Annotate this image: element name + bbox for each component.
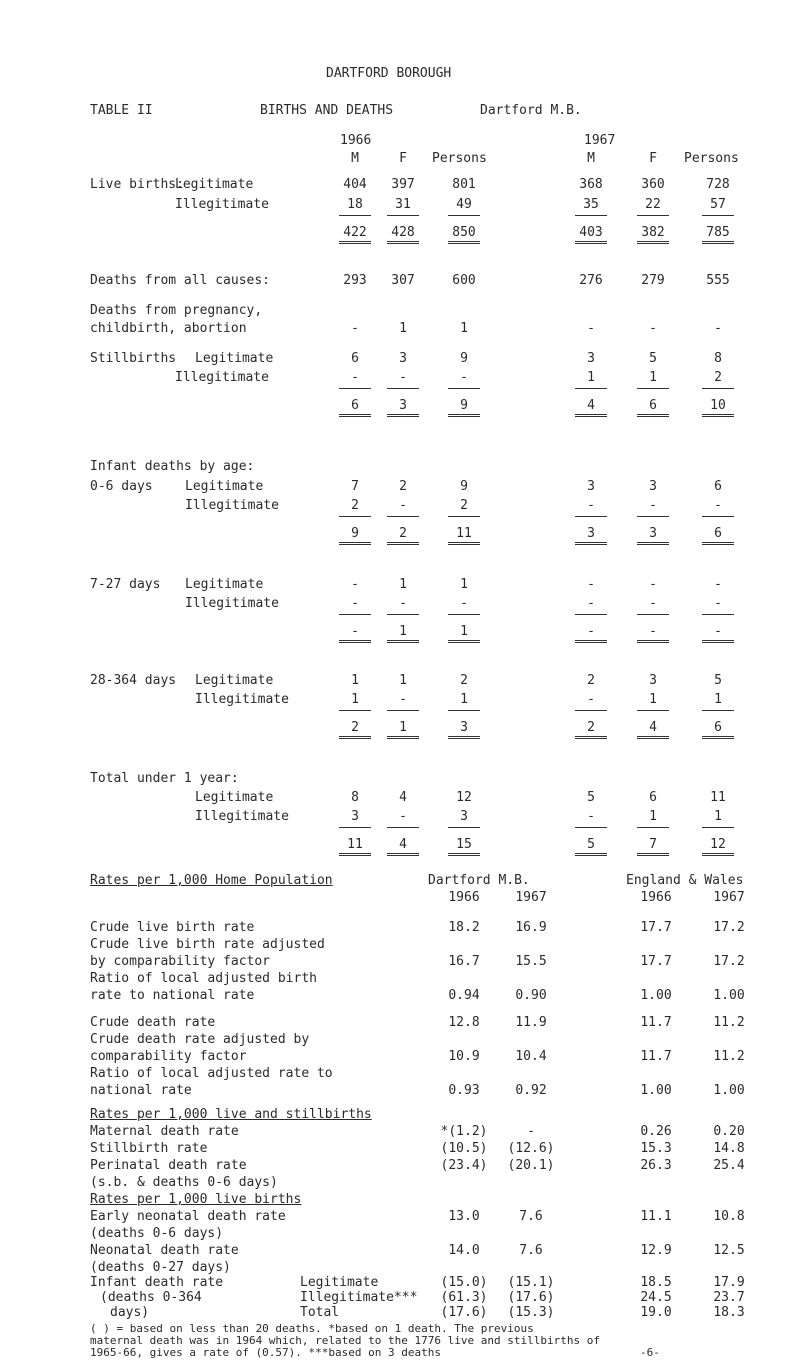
- infant-rate-legit-value: (15.1): [507, 1275, 555, 1290]
- deaths-pregnancy-label: childbirth, abortion: [90, 321, 247, 336]
- crude-birth-rate-value: 18.2: [448, 920, 480, 935]
- live-births-illegitimate-cell: 49: [444, 197, 484, 212]
- infant-0-6-total-cell: 3: [633, 526, 673, 541]
- stillbirths-total-cell: 3: [383, 398, 423, 413]
- live-births-legitimate-cell: 397: [391, 177, 415, 192]
- early-neonatal-rate-value: 11.1: [640, 1209, 672, 1224]
- infant-rate-total-value: (15.3): [507, 1305, 555, 1320]
- live-births-illegitimate-cell: 18: [335, 197, 375, 212]
- infant-7-27-illegitimate-cell: -: [571, 596, 611, 611]
- infant-7-27-total-cell: -: [633, 624, 673, 639]
- total-under-1-legitimate-cell: 12: [456, 790, 472, 805]
- adj-birth-rate-value: 17.7: [640, 954, 672, 969]
- early-neonatal-rate-value: 10.8: [713, 1209, 745, 1224]
- infant-28-364-legitimate-cell: 1: [399, 673, 407, 688]
- stillbirths-total-cell: 6: [335, 398, 375, 413]
- infant-28-364-total-cell: 6: [698, 720, 738, 735]
- ratio-death-l1-label: Ratio of local adjusted rate to: [90, 1066, 333, 1081]
- live-births-total-cell: 382: [633, 225, 673, 240]
- deaths-all-causes-label: Deaths from all causes:: [90, 273, 271, 288]
- early-neonatal-l2-label: (deaths 0-6 days): [90, 1226, 224, 1241]
- crude-death-rate-value: 12.8: [448, 1015, 480, 1030]
- early-neonatal-rate-value: 7.6: [519, 1209, 543, 1224]
- crude-birth-rate-value: 16.9: [515, 920, 547, 935]
- live-births-illegitimate-label: Illegitimate: [175, 197, 269, 212]
- infant-rate-legit-value: (15.0): [440, 1275, 488, 1290]
- infant-rate-total-value: (17.6): [440, 1305, 488, 1320]
- deaths-all-causes-cell: 293: [343, 273, 367, 288]
- live-births-total-cell: 403: [571, 225, 611, 240]
- stillbirths-total-cell: 10: [698, 398, 738, 413]
- adj-death-rate-label: comparability factor: [90, 1049, 247, 1064]
- infant-0-6-illegitimate-cell: 2: [335, 498, 375, 513]
- live-births-illegitimate-cell: 31: [383, 197, 423, 212]
- ratio-birth-value: 0.90: [515, 988, 547, 1003]
- stillbirth-rate-value: (12.6): [507, 1141, 555, 1156]
- infant-7-27-label-label: 7-27 days: [90, 577, 161, 592]
- stillbirths-total-cell: 9: [444, 398, 484, 413]
- ratio-birth-value: 1.00: [713, 988, 745, 1003]
- total-under-1-label-label: Total under 1 year:: [90, 771, 239, 786]
- adj-birth-rate-value: 15.5: [515, 954, 547, 969]
- total-under-1-total-cell: 15: [444, 837, 484, 852]
- infant-7-27-legitimate-cell: -: [587, 577, 595, 592]
- infant-0-6-total-cell: 6: [698, 526, 738, 541]
- stillbirths-label-label: Stillbirths: [90, 351, 177, 366]
- stillbirths-legitimate-cell: 5: [649, 351, 657, 366]
- page-number: -6-: [640, 1346, 660, 1359]
- perinatal-rate-value: 25.4: [713, 1158, 745, 1173]
- total-under-1-legitimate-cell: 4: [399, 790, 407, 805]
- early-neonatal-rate-label: Early neonatal death rate: [90, 1209, 286, 1224]
- stillbirths-illegitimate-cell: 2: [698, 370, 738, 385]
- total-under-1-illegitimate-cell: 3: [335, 809, 375, 824]
- neonatal-rate-value: 12.5: [713, 1243, 745, 1258]
- live-births-total-cell: 850: [444, 225, 484, 240]
- infant-7-27-legitimate-cell: -: [649, 577, 657, 592]
- infant-rate-illegit-label: Illegitimate***: [300, 1290, 418, 1305]
- adj-death-rate-l1-label: Crude death rate adjusted by: [90, 1032, 310, 1047]
- rates-year: 1967: [515, 890, 547, 905]
- total-under-1-total-cell: 5: [571, 837, 611, 852]
- total-under-1-illegitimate-label: Illegitimate: [195, 809, 289, 824]
- ratio-birth-value: 0.94: [448, 988, 480, 1003]
- infant-0-6-legitimate-label: Legitimate: [185, 479, 264, 494]
- rates-live-heading: Rates per 1,000 live births: [90, 1192, 302, 1207]
- infant-rate-sub2: days): [110, 1305, 150, 1320]
- adj-birth-rate-l1-label: Crude live birth rate adjusted: [90, 937, 325, 952]
- stillbirths-total-cell: 4: [571, 398, 611, 413]
- maternal-death-rate-value: 0.26: [640, 1124, 672, 1139]
- total-under-1-total-cell: 11: [335, 837, 375, 852]
- infant-0-6-illegitimate-cell: 2: [444, 498, 484, 513]
- total-under-1-total-cell: 4: [383, 837, 423, 852]
- infant-rate-legit-value: 18.5: [640, 1275, 672, 1290]
- infant-rate-illegit-value: 24.5: [640, 1290, 672, 1305]
- infant-0-6-total-cell: 3: [571, 526, 611, 541]
- live-births-legitimate-cell: 360: [641, 177, 665, 192]
- perinatal-rate-label: Perinatal death rate: [90, 1158, 247, 1173]
- infant-28-364-legitimate-cell: 5: [714, 673, 722, 688]
- live-births-total-cell: 422: [335, 225, 375, 240]
- ratio-death-value: 0.92: [515, 1083, 547, 1098]
- infant-rate-illegit-value: (61.3): [440, 1290, 488, 1305]
- infant-28-364-total-cell: 3: [444, 720, 484, 735]
- live-births-total-cell: 428: [383, 225, 423, 240]
- infant-rate-legit-value: 17.9: [713, 1275, 745, 1290]
- infant-7-27-total-cell: -: [335, 624, 375, 639]
- ratio-death-value: 0.93: [448, 1083, 480, 1098]
- stillbirths-legitimate-cell: 8: [714, 351, 722, 366]
- year-1967-heading: 1967: [584, 133, 616, 148]
- deaths-all-causes-cell: 276: [579, 273, 603, 288]
- stillbirths-illegitimate-cell: -: [335, 370, 375, 385]
- crude-birth-rate-label: Crude live birth rate: [90, 920, 255, 935]
- maternal-death-rate-value: -: [527, 1124, 535, 1139]
- col-persons-1967: Persons: [684, 151, 739, 166]
- ratio-birth-value: 1.00: [640, 988, 672, 1003]
- ratio-death-label: national rate: [90, 1083, 192, 1098]
- live-births-legitimate-cell: 801: [452, 177, 476, 192]
- rates-year: 1966: [640, 890, 672, 905]
- infant-28-364-legitimate-cell: 2: [460, 673, 468, 688]
- infant-0-6-total-cell: 2: [383, 526, 423, 541]
- infant-0-6-legitimate-cell: 9: [460, 479, 468, 494]
- infant-28-364-legitimate-label: Legitimate: [195, 673, 274, 688]
- crude-death-rate-label: Crude death rate: [90, 1015, 216, 1030]
- infant-28-364-legitimate-cell: 2: [587, 673, 595, 688]
- infant-28-364-illegitimate-cell: -: [571, 692, 611, 707]
- stillbirth-rate-value: 14.8: [713, 1141, 745, 1156]
- infant-rate-illegit-value: (17.6): [507, 1290, 555, 1305]
- ratio-death-value: 1.00: [640, 1083, 672, 1098]
- infant-7-27-total-cell: 1: [383, 624, 423, 639]
- infant-0-6-legitimate-cell: 7: [351, 479, 359, 494]
- infant-7-27-illegitimate-cell: -: [383, 596, 423, 611]
- maternal-death-rate-label: Maternal death rate: [90, 1124, 239, 1139]
- infant-rate-illegit-value: 23.7: [713, 1290, 745, 1305]
- stillbirths-illegitimate-cell: 1: [633, 370, 673, 385]
- total-under-1-legitimate-cell: 11: [710, 790, 726, 805]
- infant-28-364-total-cell: 4: [633, 720, 673, 735]
- infant-rate-total-label: Total: [300, 1305, 340, 1320]
- infant-0-6-illegitimate-cell: -: [383, 498, 423, 513]
- infant-28-364-legitimate-cell: 3: [649, 673, 657, 688]
- rates-dartford-heading: Dartford M.B.: [428, 873, 530, 888]
- crude-death-rate-value: 11.2: [713, 1015, 745, 1030]
- rates-year: 1967: [713, 890, 745, 905]
- infant-7-27-illegitimate-cell: -: [335, 596, 375, 611]
- live-births-illegitimate-cell: 57: [698, 197, 738, 212]
- neonatal-rate-value: 14.0: [448, 1243, 480, 1258]
- rates-england-heading: England & Wales: [626, 873, 744, 888]
- perinatal-rate-value: 26.3: [640, 1158, 672, 1173]
- stillbirths-illegitimate-cell: -: [444, 370, 484, 385]
- infant-7-27-legitimate-cell: 1: [460, 577, 468, 592]
- neonatal-rate-value: 12.9: [640, 1243, 672, 1258]
- infant-7-27-legitimate-cell: -: [351, 577, 359, 592]
- col-m-1967: M: [587, 151, 595, 166]
- infant-rate-label: Infant death rate: [90, 1275, 224, 1290]
- col-f-1966: F: [399, 151, 407, 166]
- infant-7-27-total-cell: -: [571, 624, 611, 639]
- adj-death-rate-value: 11.7: [640, 1049, 672, 1064]
- total-under-1-legitimate-label: Legitimate: [195, 790, 274, 805]
- total-under-1-illegitimate-cell: 1: [633, 809, 673, 824]
- crude-birth-rate-value: 17.7: [640, 920, 672, 935]
- deaths-pregnancy-cell: -: [649, 321, 657, 336]
- col-m-1966: M: [351, 151, 359, 166]
- total-under-1-legitimate-cell: 8: [351, 790, 359, 805]
- deaths-pregnancy-cell: -: [587, 321, 595, 336]
- infant-7-27-legitimate-cell: -: [714, 577, 722, 592]
- neonatal-rate-label: Neonatal death rate: [90, 1243, 239, 1258]
- perinatal-rate-value: (23.4): [440, 1158, 488, 1173]
- adj-death-rate-value: 10.4: [515, 1049, 547, 1064]
- adj-death-rate-value: 10.9: [448, 1049, 480, 1064]
- infant-rate-sub1: (deaths 0-364: [100, 1290, 202, 1305]
- deaths-pregnancy-label-1-label: Deaths from pregnancy,: [90, 303, 263, 318]
- stillbirths-illegitimate-cell: -: [383, 370, 423, 385]
- deaths-pregnancy-cell: -: [714, 321, 722, 336]
- infant-0-6-legitimate-cell: 6: [714, 479, 722, 494]
- live-births-label-label: Live births:: [90, 177, 184, 192]
- footnote-line-2: maternal death was in 1964 which, related to the 1776 live and stillbirths of: [90, 1334, 600, 1347]
- infant-7-27-illegitimate-cell: -: [633, 596, 673, 611]
- infant-0-6-illegitimate-cell: -: [571, 498, 611, 513]
- perinatal-rate-value: (20.1): [507, 1158, 555, 1173]
- col-f-1967: F: [649, 151, 657, 166]
- stillbirth-rate-value: 15.3: [640, 1141, 672, 1156]
- infant-28-364-illegitimate-label: Illegitimate: [195, 692, 289, 707]
- infant-28-364-total-cell: 1: [383, 720, 423, 735]
- live-births-legitimate-cell: 728: [706, 177, 730, 192]
- infant-28-364-label-label: 28-364 days: [90, 673, 177, 688]
- deaths-all-causes-cell: 307: [391, 273, 415, 288]
- maternal-death-rate-value: *(1.2): [440, 1124, 488, 1139]
- stillbirths-total-cell: 6: [633, 398, 673, 413]
- total-under-1-legitimate-cell: 5: [587, 790, 595, 805]
- stillbirths-legitimate-cell: 3: [587, 351, 595, 366]
- year-1966-heading: 1966: [340, 133, 372, 148]
- live-births-legitimate-cell: 404: [343, 177, 367, 192]
- footnote-line-3: 1965-66, gives a rate of (0.57). ***based on 3 deaths: [90, 1346, 441, 1359]
- neonatal-rate-value: 7.6: [519, 1243, 543, 1258]
- total-under-1-illegitimate-cell: 1: [698, 809, 738, 824]
- infant-7-27-illegitimate-cell: -: [698, 596, 738, 611]
- rates-year: 1966: [448, 890, 480, 905]
- live-births-legitimate-label: Legitimate: [175, 177, 254, 192]
- adj-birth-rate-label: by comparability factor: [90, 954, 271, 969]
- table-title: BIRTHS AND DEATHS: [260, 103, 394, 118]
- perinatal-rate-l2-label: (s.b. & deaths 0-6 days): [90, 1175, 278, 1190]
- infant-7-27-legitimate-cell: 1: [399, 577, 407, 592]
- total-under-1-legitimate-cell: 6: [649, 790, 657, 805]
- live-births-legitimate-cell: 368: [579, 177, 603, 192]
- infant-0-6-illegitimate-label: Illegitimate: [185, 498, 279, 513]
- rates-live-still-heading: Rates per 1,000 live and stillbirths: [90, 1107, 372, 1122]
- infant-0-6-total-cell: 11: [444, 526, 484, 541]
- infant-7-27-illegitimate-label: Illegitimate: [185, 596, 279, 611]
- early-neonatal-rate-value: 13.0: [448, 1209, 480, 1224]
- infant-0-6-illegitimate-cell: -: [633, 498, 673, 513]
- infant-7-27-total-cell: -: [698, 624, 738, 639]
- deaths-pregnancy-cell: 1: [460, 321, 468, 336]
- infant-rate-total-value: 19.0: [640, 1305, 672, 1320]
- table-area: Dartford M.B.: [480, 103, 582, 118]
- adj-birth-rate-value: 17.2: [713, 954, 745, 969]
- deaths-pregnancy-cell: 1: [399, 321, 407, 336]
- infant-0-6-label-label: 0-6 days: [90, 479, 153, 494]
- ratio-death-value: 1.00: [713, 1083, 745, 1098]
- col-persons-1966: Persons: [432, 151, 487, 166]
- infant-28-364-total-cell: 2: [571, 720, 611, 735]
- infant-0-6-legitimate-cell: 2: [399, 479, 407, 494]
- deaths-pregnancy-cell: -: [351, 321, 359, 336]
- infant-28-364-total-cell: 2: [335, 720, 375, 735]
- infant-28-364-illegitimate-cell: 1: [444, 692, 484, 707]
- stillbirths-illegitimate-cell: 1: [571, 370, 611, 385]
- infant-28-364-illegitimate-cell: 1: [698, 692, 738, 707]
- adj-birth-rate-value: 16.7: [448, 954, 480, 969]
- crude-death-rate-value: 11.7: [640, 1015, 672, 1030]
- crude-death-rate-value: 11.9: [515, 1015, 547, 1030]
- infant-0-6-legitimate-cell: 3: [587, 479, 595, 494]
- infant-28-364-illegitimate-cell: 1: [633, 692, 673, 707]
- rates-home-heading: Rates per 1,000 Home Population: [90, 873, 333, 888]
- stillbirth-rate-label: Stillbirth rate: [90, 1141, 208, 1156]
- maternal-death-rate-value: 0.20: [713, 1124, 745, 1139]
- deaths-all-causes-cell: 279: [641, 273, 665, 288]
- ratio-birth-label: rate to national rate: [90, 988, 255, 1003]
- infant-rate-legit-label: Legitimate: [300, 1275, 379, 1290]
- total-under-1-illegitimate-cell: -: [383, 809, 423, 824]
- total-under-1-illegitimate-cell: -: [571, 809, 611, 824]
- deaths-all-causes-cell: 555: [706, 273, 730, 288]
- deaths-all-causes-cell: 600: [452, 273, 476, 288]
- infant-7-27-total-cell: 1: [444, 624, 484, 639]
- total-under-1-total-cell: 7: [633, 837, 673, 852]
- infant-0-6-illegitimate-cell: -: [698, 498, 738, 513]
- crude-birth-rate-value: 17.2: [713, 920, 745, 935]
- stillbirths-legitimate-cell: 6: [351, 351, 359, 366]
- total-under-1-total-cell: 12: [698, 837, 738, 852]
- neonatal-l2-label: (deaths 0-27 days): [90, 1260, 231, 1275]
- live-births-total-cell: 785: [698, 225, 738, 240]
- stillbirths-legitimate-cell: 3: [399, 351, 407, 366]
- stillbirths-legitimate-label: Legitimate: [195, 351, 274, 366]
- footnote-line-1: ( ) = based on less than 20 deaths. *based on 1 death. The previous: [90, 1322, 534, 1335]
- infant-7-27-legitimate-label: Legitimate: [185, 577, 264, 592]
- infant-28-364-legitimate-cell: 1: [351, 673, 359, 688]
- infant-deaths-label-label: Infant deaths by age:: [90, 459, 255, 474]
- infant-rate-total-value: 18.3: [713, 1305, 745, 1320]
- adj-death-rate-value: 11.2: [713, 1049, 745, 1064]
- infant-7-27-illegitimate-cell: -: [444, 596, 484, 611]
- total-under-1-illegitimate-cell: 3: [444, 809, 484, 824]
- ratio-birth-l1-label: Ratio of local adjusted birth: [90, 971, 317, 986]
- stillbirth-rate-value: (10.5): [440, 1141, 488, 1156]
- borough-title: DARTFORD BOROUGH: [326, 66, 452, 81]
- stillbirths-illegitimate-label: Illegitimate: [175, 370, 269, 385]
- infant-0-6-legitimate-cell: 3: [649, 479, 657, 494]
- table-label: TABLE II: [90, 103, 153, 118]
- live-births-illegitimate-cell: 22: [633, 197, 673, 212]
- infant-28-364-illegitimate-cell: -: [383, 692, 423, 707]
- live-births-illegitimate-cell: 35: [571, 197, 611, 212]
- infant-28-364-illegitimate-cell: 1: [335, 692, 375, 707]
- stillbirths-legitimate-cell: 9: [460, 351, 468, 366]
- infant-0-6-total-cell: 9: [335, 526, 375, 541]
